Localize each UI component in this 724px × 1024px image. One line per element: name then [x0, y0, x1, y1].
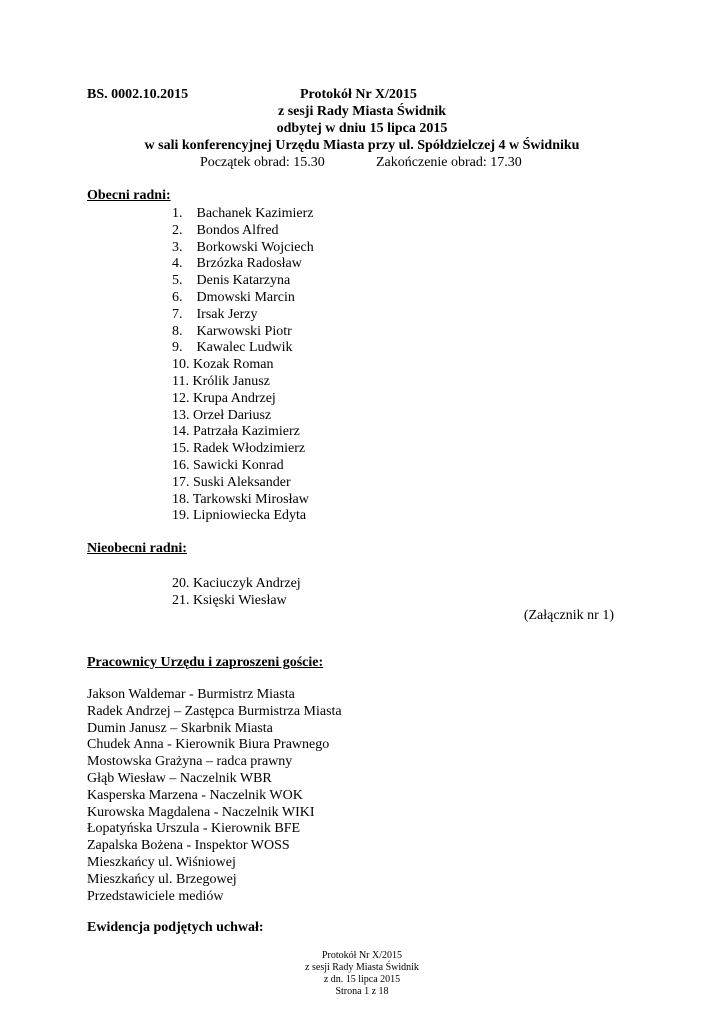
staff-member: Mieszkańcy ul. Brzegowej	[87, 871, 237, 887]
present-heading: Obecni radni:	[87, 188, 171, 203]
staff-member: Głąb Wiesław – Naczelnik WBR	[87, 771, 272, 786]
present-councillor: 17. Suski Aleksander	[172, 474, 291, 490]
present-councillor: 5. Denis Katarzyna	[172, 273, 291, 289]
present-councillor: 14. Patrzała Kazimierz	[172, 424, 300, 440]
footer-date: z dn. 15 lipca 2015	[323, 974, 401, 985]
document-reference: BS. 0002.10.2015	[87, 87, 189, 102]
start-time: Początek obrad: 15.30	[200, 155, 325, 170]
present-councillor: 11. Królik Janusz	[172, 374, 270, 389]
protocol-title: Protokół Nr X/2015	[300, 87, 417, 102]
present-councillor: 7. Irsak Jerzy	[172, 306, 258, 322]
present-councillor: 15. Radek Włodzimierz	[172, 441, 306, 457]
present-councillor: 13. Orzeł Dariusz	[172, 407, 272, 423]
footer-protocol: Protokół Nr X/2015	[322, 950, 402, 961]
present-councillor: 3. Borkowski Wojciech	[172, 239, 314, 255]
staff-member: Przedstawiciele mediów	[87, 888, 224, 904]
date-line: odbytej w dniu 15 lipca 2015	[276, 121, 448, 136]
staff-heading: Pracownicy Urzędu i zaproszeni goście:	[87, 655, 324, 670]
attachment-note: (Załącznik nr 1)	[523, 608, 614, 623]
staff-member: Mostowska Grażyna – radca prawny	[87, 754, 293, 770]
present-councillor: 12. Krupa Andrzej	[172, 390, 276, 406]
footer-session: z sesji Rady Miasta Świdnik	[305, 962, 419, 973]
absent-councillor: 20. Kaciuczyk Andrzej	[172, 576, 301, 591]
staff-member: Jakson Waldemar - Burmistrz Miasta	[87, 687, 295, 702]
session-line: z sesji Rady Miasta Świdnik	[277, 104, 447, 119]
present-councillor: 10. Kozak Roman	[172, 357, 274, 373]
staff-member: Dumin Janusz – Skarbnik Miasta	[87, 720, 273, 736]
present-councillor: 1. Bachanek Kazimierz	[172, 206, 314, 221]
absent-heading: Nieobecni radni:	[87, 541, 187, 556]
present-councillor: 8. Karwowski Piotr	[172, 323, 292, 339]
page-number: Strona 1 z 18	[335, 986, 389, 997]
present-councillor: 9. Kawalec Ludwik	[172, 340, 293, 356]
present-councillor: 16. Sawicki Konrad	[172, 458, 284, 473]
staff-member: Łopatyńska Urszula - Kierownik BFE	[87, 821, 301, 837]
staff-member: Kasperska Marzena - Naczelnik WOK	[87, 787, 303, 803]
resolutions-heading: Ewidencja podjętych uchwał:	[87, 920, 264, 935]
present-councillor: 4. Brzózka Radosław	[172, 256, 302, 272]
present-councillor: 2. Bondos Alfred	[172, 222, 279, 238]
staff-member: Chudek Anna - Kierownik Biura Prawnego	[87, 737, 330, 753]
present-councillor: 6. Dmowski Marcin	[172, 290, 295, 305]
staff-member: Radek Andrzej – Zastępca Burmistrza Miasta	[87, 703, 342, 719]
staff-member: Kurowska Magdalena - Naczelnik WIKI	[87, 804, 315, 820]
staff-member: Zapalska Bożena - Inspektor WOSS	[87, 838, 290, 854]
absent-councillor: 21. Księski Wiesław	[172, 593, 287, 608]
venue-line: w sali konferencyjnej Urzędu Miasta przy ul. Spółdzielczej 4 w Świdniku	[144, 138, 580, 153]
present-councillor: 19. Lipniowiecka Edyta	[172, 508, 307, 524]
present-councillor: 18. Tarkowski Mirosław	[172, 491, 309, 507]
end-time: Zakończenie obrad: 17.30	[376, 155, 522, 170]
staff-member: Mieszkańcy ul. Wiśniowej	[87, 855, 236, 870]
